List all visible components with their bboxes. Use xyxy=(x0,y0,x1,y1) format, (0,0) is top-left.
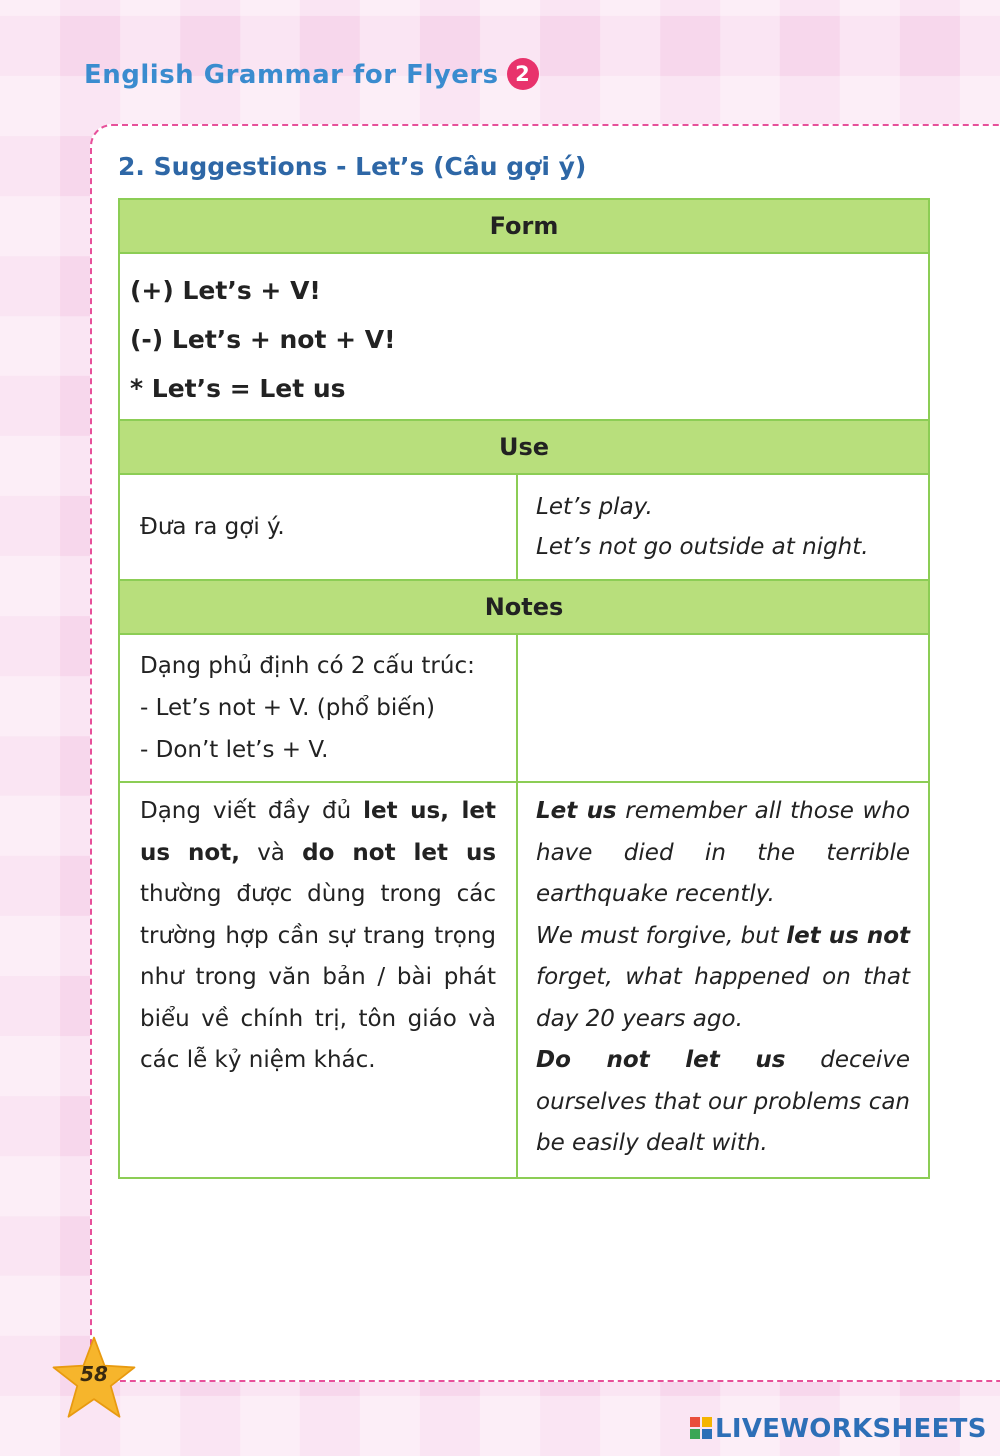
notes-negative-form-2: - Don’t let’s + V. xyxy=(140,737,329,763)
example-text-2: We must forgive, but xyxy=(536,922,787,949)
use-example-1: Let’s play. xyxy=(536,494,653,520)
notes-empty-cell xyxy=(517,634,929,782)
grammar-table xyxy=(118,198,930,1179)
form-cell xyxy=(119,253,929,420)
notes-negative-intro: Dạng phủ định có 2 cấu trúc: xyxy=(140,653,475,679)
full-form-text-1: Dạng viết đầy đủ xyxy=(140,798,364,824)
notes-examples xyxy=(517,782,929,1178)
example-bold-2: let us not xyxy=(786,922,911,949)
form-line-note: * Let’s = Let us xyxy=(130,374,346,403)
page-number: 58 xyxy=(80,1362,108,1386)
example-text-1: remember all those who have died in the terrible earthquake recently. xyxy=(536,798,911,907)
full-form-text-2: và xyxy=(239,839,303,866)
use-example-2: Let’s not go outside at night. xyxy=(536,534,869,560)
form-heading: Form xyxy=(119,199,929,253)
use-heading: Use xyxy=(119,420,929,474)
use-description: Đưa ra gợi ý. xyxy=(119,474,517,580)
notes-full-form xyxy=(119,782,517,1178)
example-bold-1: Let us xyxy=(536,798,617,824)
section-title: 2. Suggestions - Let’s (Câu gợi ý) xyxy=(118,152,587,181)
book-title-text: English Grammar for Flyers xyxy=(84,60,499,90)
watermark-text: LIVEWORKSHEETS xyxy=(715,1414,987,1444)
book-number-badge: 2 xyxy=(507,58,539,90)
form-line-positive: (+) Let’s + V! xyxy=(130,276,321,305)
watermark xyxy=(690,1414,987,1444)
notes-heading: Notes xyxy=(119,580,929,634)
full-form-bold-1: let us, let us not, xyxy=(140,798,496,866)
notes-negative-form-1: - Let’s not + V. (phổ biến) xyxy=(140,695,435,721)
notes-negative-forms xyxy=(119,634,517,782)
form-line-negative: (-) Let’s + not + V! xyxy=(130,325,396,354)
full-form-text-3: thường được dùng trong các trường hợp cần sự trang trọng như trong văn bản / bài phát biểu về chính trị, tôn giáo và các lễ kỷ niệm khác. xyxy=(140,881,496,1073)
example-text-4: deceive ourselves that our problems can be easily dealt with. xyxy=(536,1047,911,1156)
example-text-3: forget, what happened on that day 20 years ago. xyxy=(536,964,911,1032)
example-bold-3: Do not let us xyxy=(536,1047,786,1073)
full-form-bold-2: do not let us xyxy=(302,839,497,866)
book-title xyxy=(84,58,539,90)
liveworksheets-logo-icon xyxy=(690,1417,712,1439)
use-examples xyxy=(517,474,929,580)
